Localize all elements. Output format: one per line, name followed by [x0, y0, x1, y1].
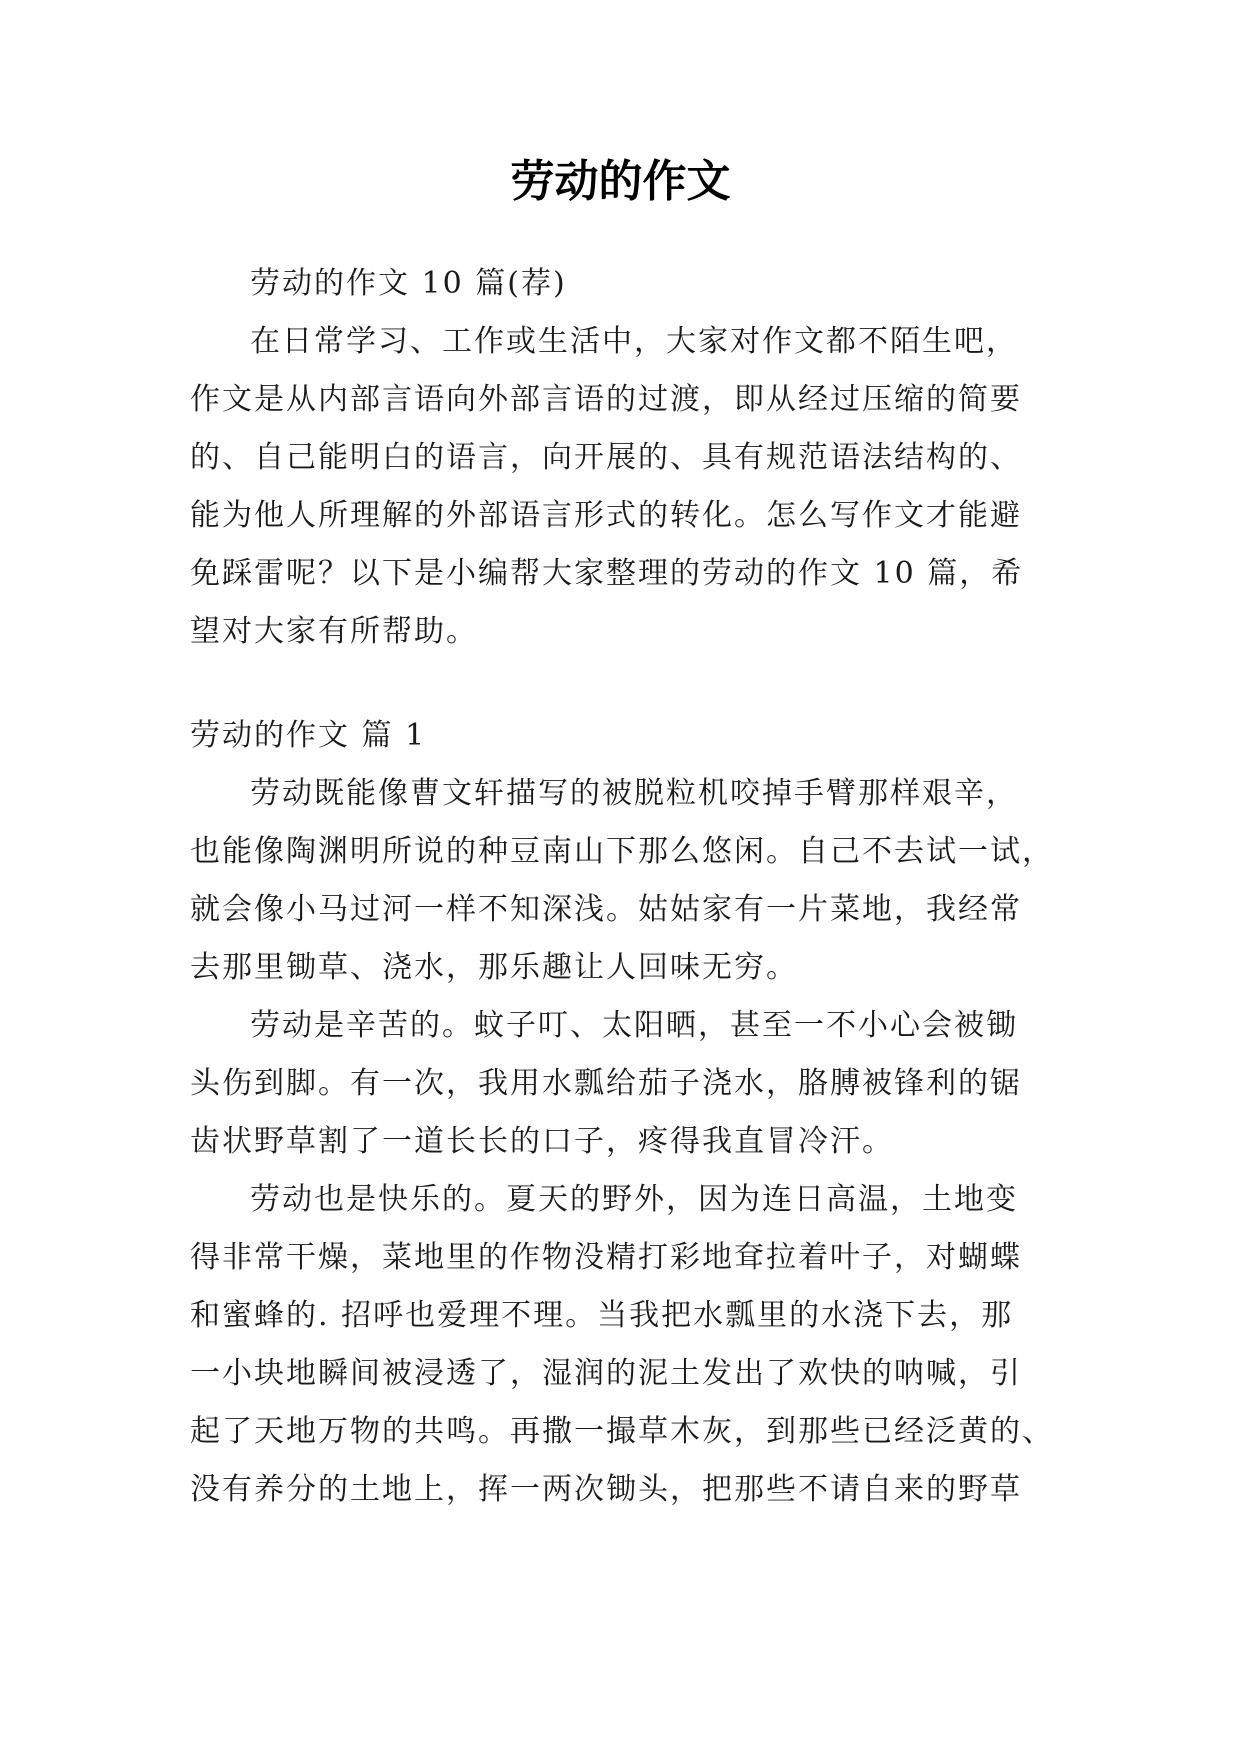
intro-block: [190, 255, 1060, 661]
intro-subtitle: 劳动的作文 10 篇(荐): [250, 266, 567, 301]
section-heading: 劳动的作文 篇 1: [190, 718, 427, 753]
paragraph-line: 和蜜蜂的. 招呼也爱理不理。当我把水瓢里的水浇下去，那: [190, 1298, 1014, 1333]
paragraph-line: 头伤到脚。有一次，我用水瓢给茄子浇水，胳膊被锋利的锯: [190, 1066, 1022, 1101]
intro-line: 望对大家有所帮助。: [190, 614, 478, 649]
paragraph-line: 得非常干燥，菜地里的作物没精打彩地耷拉着叶子，对蝴蝶: [190, 1240, 1022, 1275]
document-title: 劳动的作文: [510, 156, 731, 207]
section-1: [190, 707, 1060, 1519]
intro-line: 的、自己能明白的语言，向开展的、具有规范语法结构的、: [190, 440, 1022, 475]
paragraph-line: 去那里锄草、浇水，那乐趣让人回味无穷。: [190, 950, 798, 985]
paragraph-line: 起了天地万物的共鸣。再撒一撮草木灰，到那些已经泛黄的、: [190, 1414, 1054, 1449]
paragraph-line: 就会像小马过河一样不知深浅。姑姑家有一片菜地，我经常: [190, 892, 1022, 927]
intro-line: 免踩雷呢？以下是小编帮大家整理的劳动的作文 10 篇，希: [190, 556, 1024, 591]
paragraph-line: 劳动是辛苦的。蚊子叮、太阳晒，甚至一不小心会被锄: [250, 1008, 1018, 1043]
paragraph-line: 一小块地瞬间被浸透了，湿润的泥土发出了欢快的呐喊，引: [190, 1356, 1022, 1391]
intro-line: 在日常学习、工作或生活中，大家对作文都不陌生吧，: [250, 324, 1018, 359]
intro-line: 能为他人所理解的外部语言形式的转化。怎么写作文才能避: [190, 498, 1022, 533]
intro-line: 作文是从内部言语向外部言语的过渡，即从经过压缩的简要: [190, 382, 1022, 417]
paragraph-line: 劳动也是快乐的。夏天的野外，因为连日高温，土地变: [250, 1182, 1018, 1217]
paragraph-line: 也能像陶渊明所说的种豆南山下那么悠闲。自己不去试一试，: [190, 834, 1054, 869]
paragraph-line: 齿状野草割了一道长长的口子，疼得我直冒冷汗。: [190, 1124, 894, 1159]
paragraph-line: 没有养分的土地上，挥一两次锄头，把那些不请自来的野草: [190, 1472, 1022, 1507]
paragraph-line: 劳动既能像曹文轩描写的被脱粒机咬掉手臂那样艰辛，: [250, 776, 1018, 811]
